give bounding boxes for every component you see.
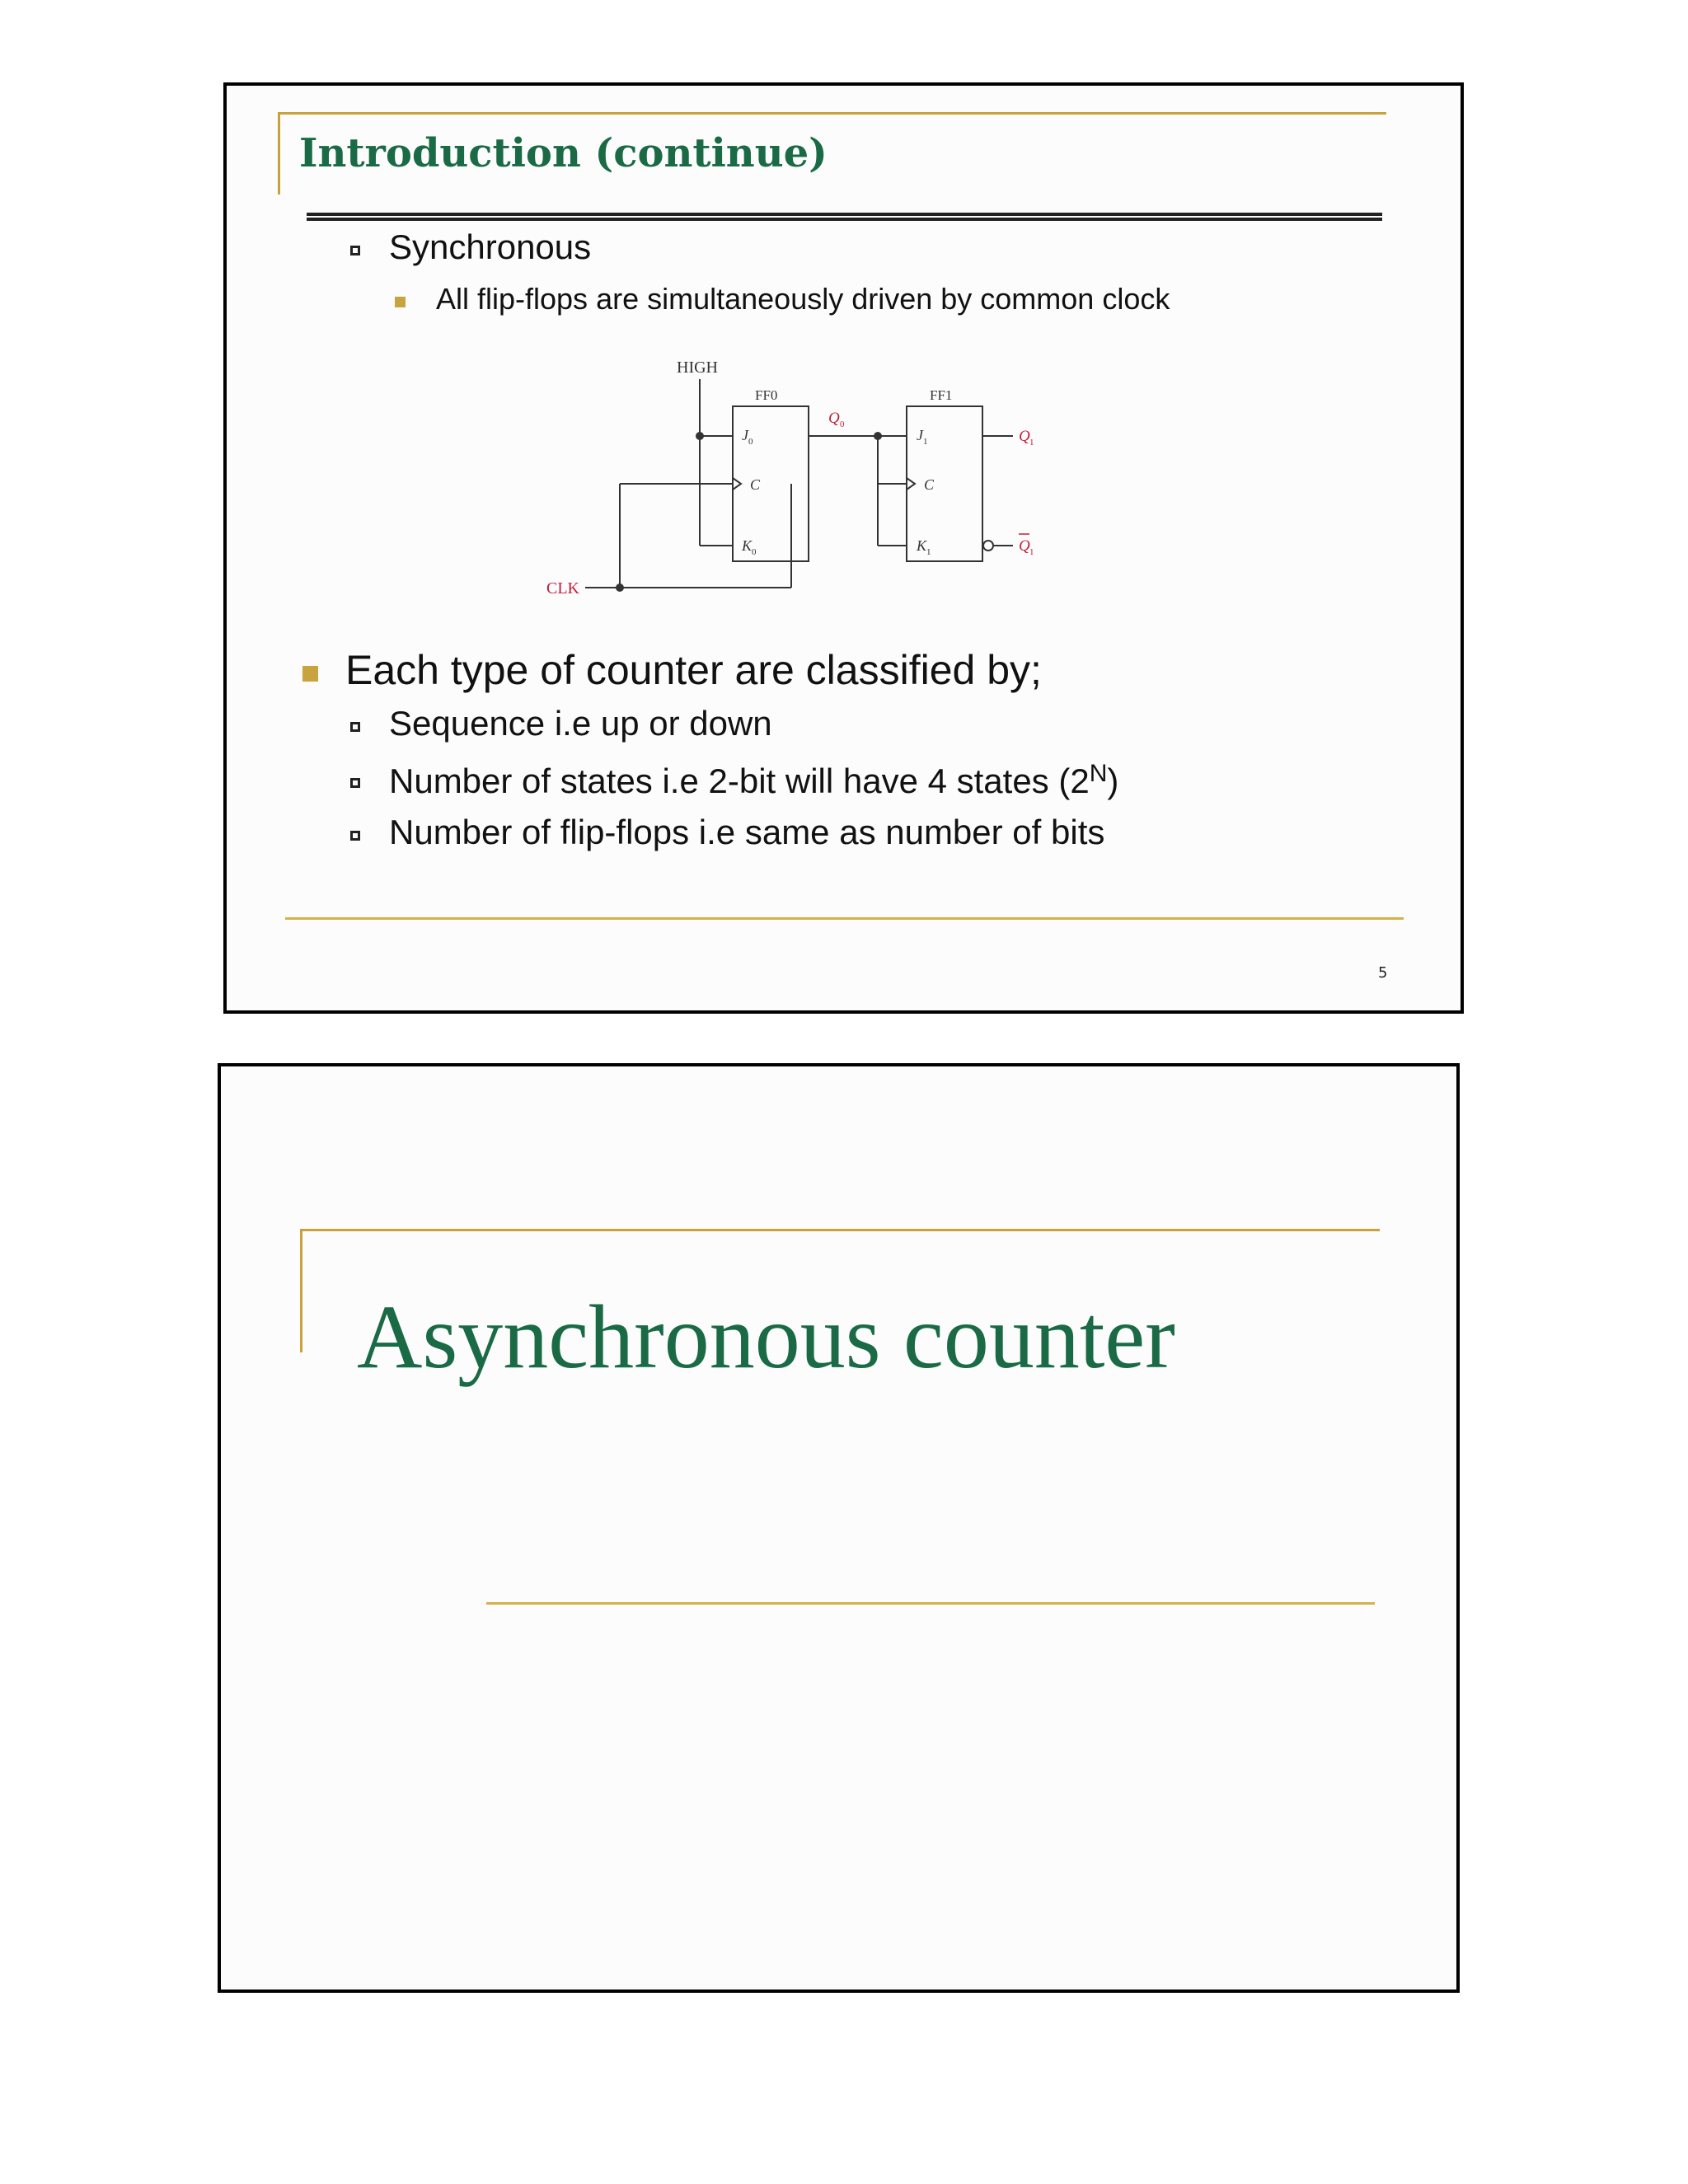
hollow-square-bullet-icon (350, 831, 360, 841)
exponent-close-paren: ) (1107, 762, 1119, 800)
q0-subscript: 0 (840, 419, 845, 429)
q1-bar-label: Q (1019, 537, 1030, 555)
k1-label: K (917, 537, 927, 554)
clk-label: CLK (546, 579, 579, 598)
page-number: 5 (1378, 964, 1388, 982)
gold-square-bullet-icon (395, 297, 406, 307)
slide-introduction-continue (223, 82, 1464, 1014)
synchronous-counter-circuit-diagram (546, 348, 1050, 612)
ff1-label: FF1 (930, 387, 953, 403)
item-number-of-states-text: Number of states i.e 2-bit will have 4 states (2 (389, 762, 1090, 800)
ff0-label: FF0 (755, 387, 778, 403)
title-frame-top-rule (300, 1229, 1380, 1231)
slide-asynchronous-counter (218, 1063, 1460, 1993)
q1-subscript: 1 (1029, 438, 1034, 448)
footer-rule (285, 917, 1404, 920)
item-number-of-states (389, 760, 1118, 801)
bullet-common-clock: All flip-flops are simultaneously driven by common clock (436, 282, 1170, 316)
exponent-n: N (1089, 760, 1108, 787)
bullet-synchronous: Synchronous (389, 227, 592, 266)
slide-title: Introduction (continue) (299, 130, 828, 176)
item-sequence: Sequence i.e up or down (389, 704, 772, 743)
j1-label: J (917, 427, 923, 443)
gold-square-bullet-icon (302, 666, 318, 682)
bullet-classified-by: Each type of counter are classified by; (345, 647, 1042, 693)
section-title: Asynchronous counter (357, 1286, 1175, 1387)
q0-label: Q (828, 410, 840, 427)
hollow-square-bullet-icon (350, 246, 360, 255)
j1-subscript: 1 (923, 437, 928, 447)
title-frame-left-rule (278, 112, 280, 194)
c1-label: C (924, 476, 935, 493)
j0-label: J (742, 427, 748, 443)
k0-subscript: 0 (752, 547, 757, 557)
k1-subscript: 1 (926, 547, 931, 557)
c0-label: C (750, 476, 761, 493)
j0-subscript: 0 (748, 437, 753, 447)
q1-label: Q (1019, 428, 1030, 445)
hollow-square-bullet-icon (350, 778, 360, 788)
title-double-rule (307, 213, 1382, 221)
k0-label: K (742, 537, 753, 554)
high-label: HIGH (677, 359, 718, 377)
item-number-of-flip-flops: Number of flip-flops i.e same as number of bits (389, 813, 1105, 851)
title-frame-left-rule (300, 1229, 302, 1352)
title-frame-top-rule (278, 112, 1386, 115)
hollow-square-bullet-icon (350, 722, 360, 732)
q1-bar-subscript: 1 (1029, 547, 1034, 557)
title-underline-rule (486, 1602, 1375, 1605)
